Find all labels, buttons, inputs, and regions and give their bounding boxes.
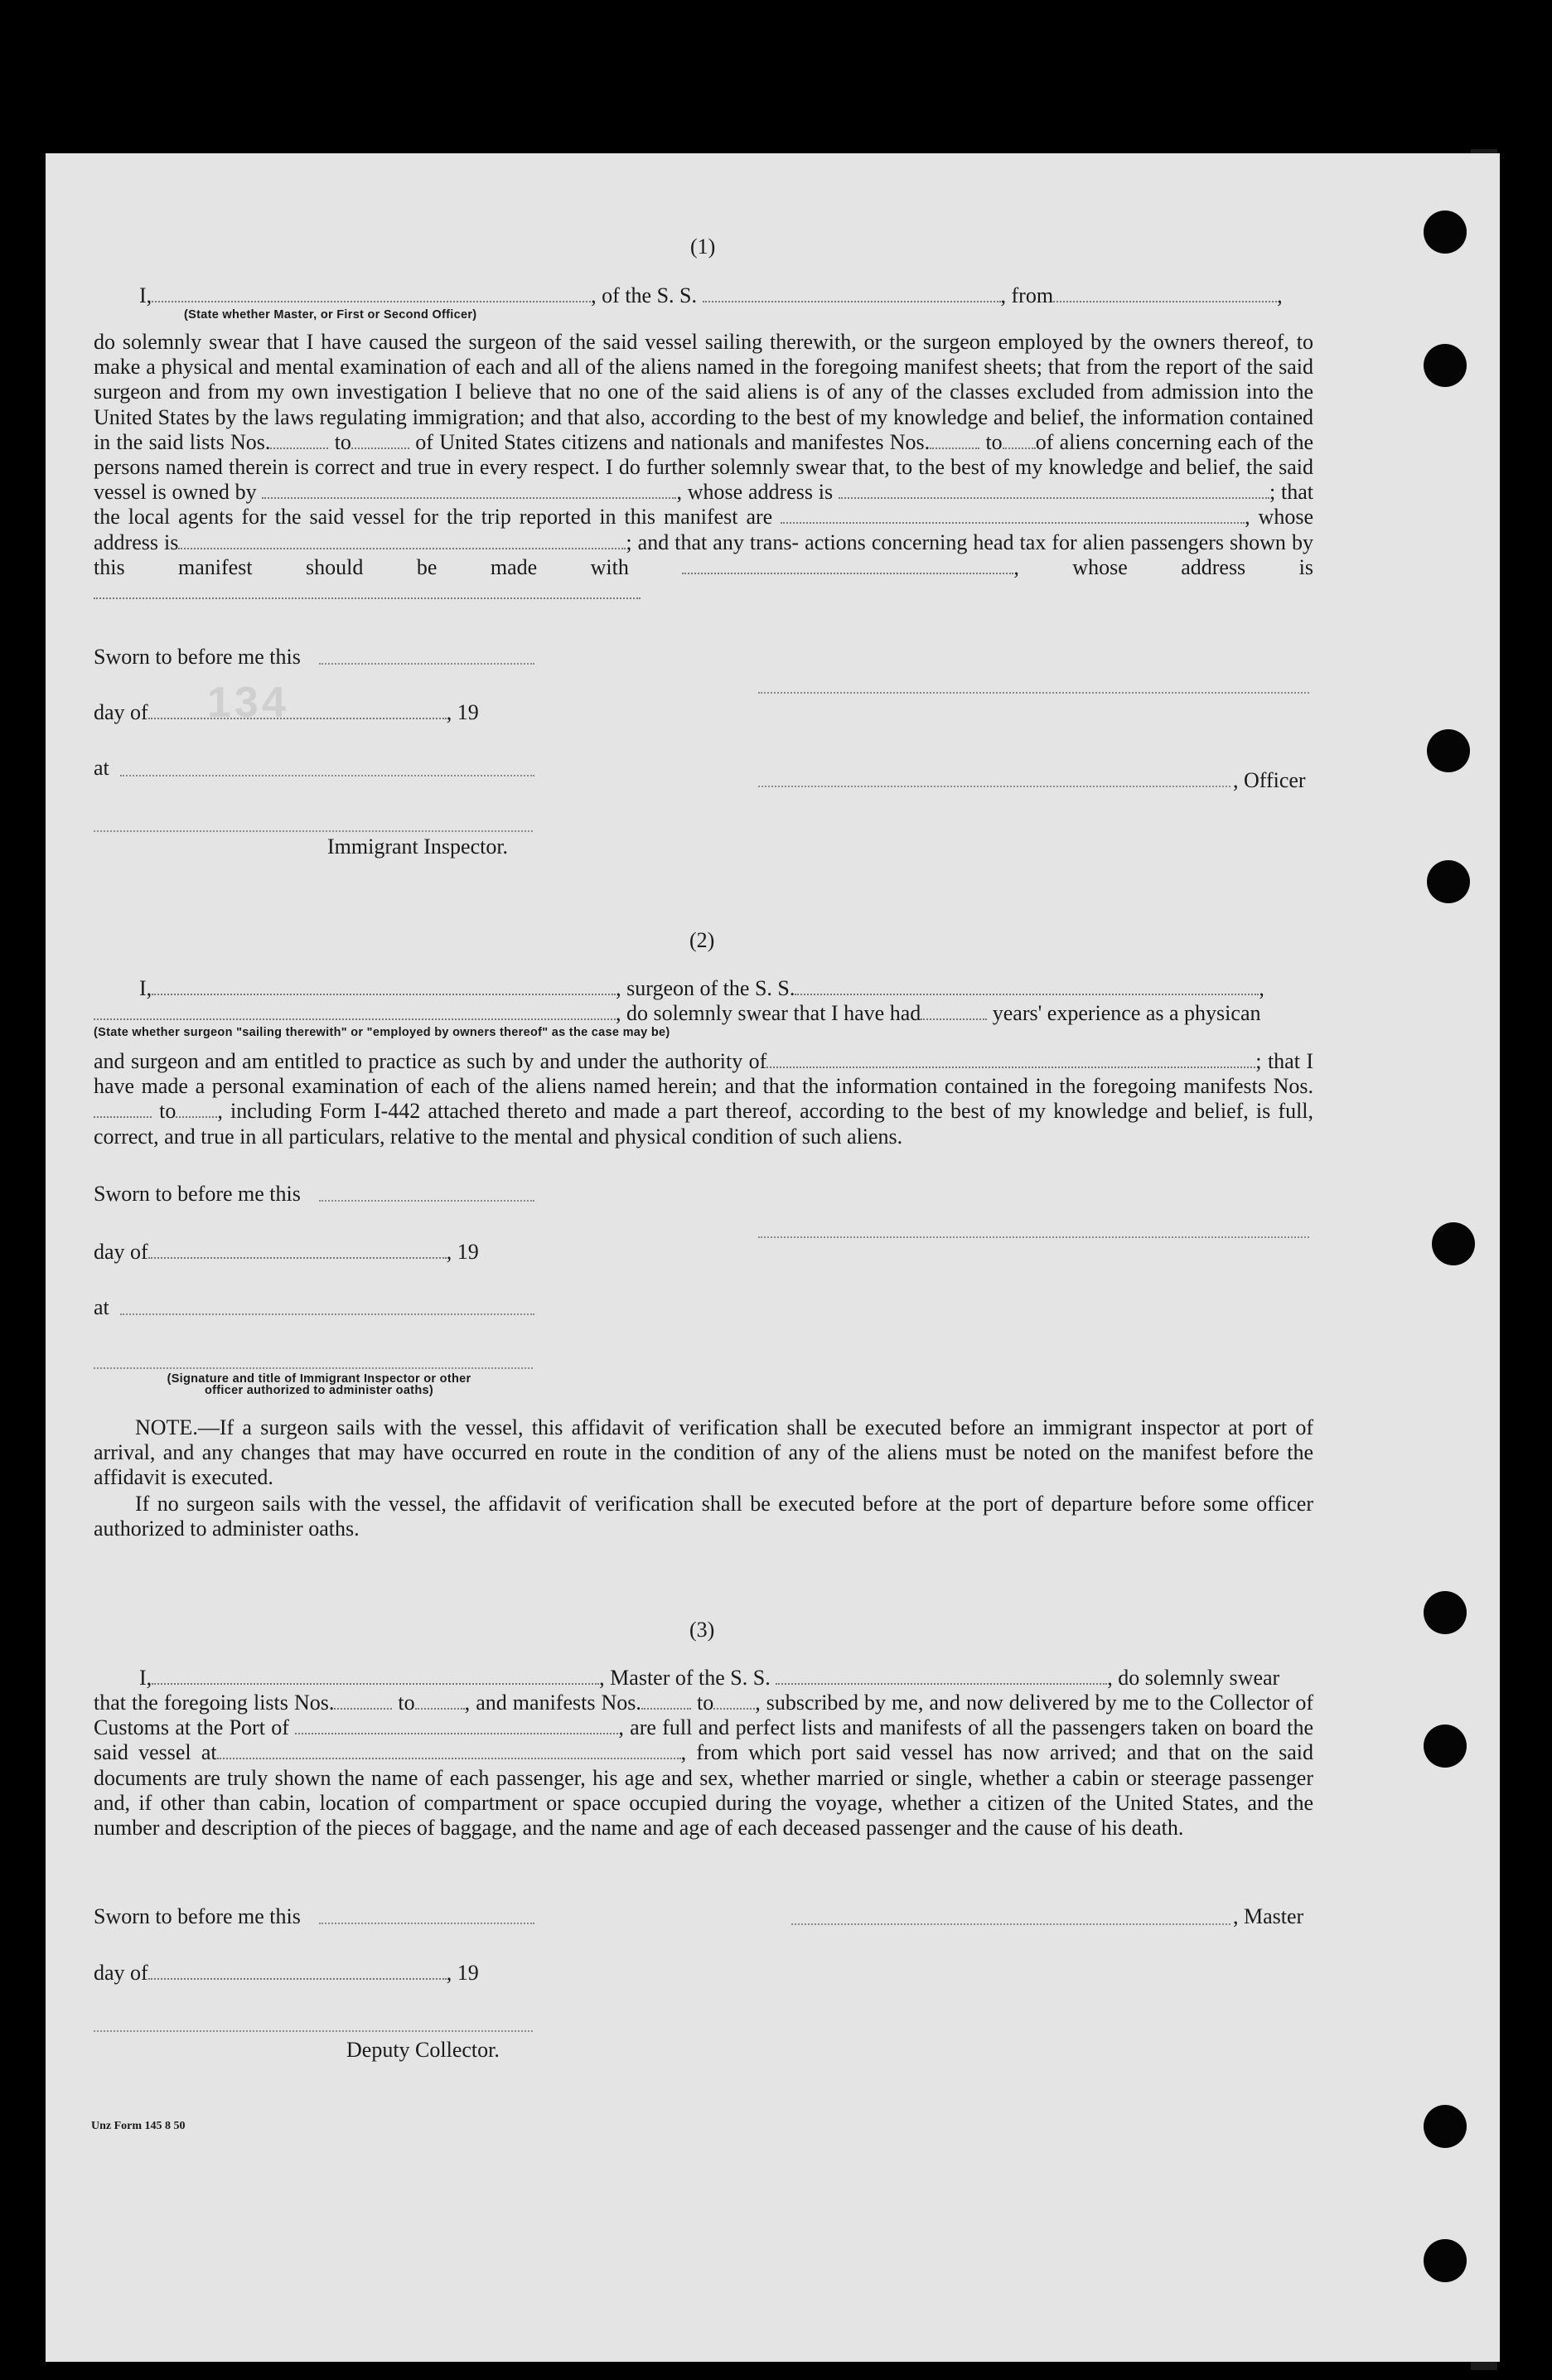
s3-text-d: Collector of Customs at the Port of — [94, 1691, 1314, 1740]
s3-paragraph — [94, 1691, 1313, 1841]
s1-headtax-address-field[interactable] — [94, 581, 641, 599]
s1-name-field[interactable] — [152, 284, 591, 302]
s3-text-c: , subscribed by me, and now delivered by me to the — [755, 1691, 1204, 1715]
s1-paragraph-1: do solemnly swear that I have caused the surgeon of the said vessel sailing therewith, or the surgeon employed by the owners thereof, to make a physical and mental examination of each and all of the aliens named in the foregoing manifest sheets; that from the report of the said surgeon and from my own investigation I believe that no one of the said aliens is of any of the classes excluded from admission into the United States by the laws regulating immigration; and that also, according to the best of my knowledge and belief, the information contained in the said lists Nos. to of United States citizens and nationals and manifestes Nos. to of aliens concerning each of the persons named therein is correct and true in every respect. I do further solemnly swear that, to the best of my knowledge and belief, the said vessel is owned by , whose address is ; that the local agents for the said vessel for the trip reported in this manifest are , whose address is ; and that any trans- actions concerning head tax for alien passengers shown by this manifest should be made with , whose address is — [94, 330, 1313, 605]
s2-manifests-from-field[interactable] — [94, 1100, 152, 1118]
s2-text-b: that I have made a personal examination of each of the aliens named herein; and that the information contained in the foregoing manifests Nos. — [94, 1049, 1313, 1099]
punch-hole — [1424, 2239, 1467, 2282]
s3-master-sig-line[interactable] — [791, 1923, 1230, 1925]
s3-sworn-field[interactable] — [319, 1923, 534, 1924]
s2-sig-note-1: (Signature and title of Immigrant Inspector or other — [167, 1372, 471, 1386]
s1-day-label: day of — [94, 700, 148, 724]
s2-i-label: I, — [139, 976, 152, 1000]
s3-master-label-sig: , Master — [1233, 1904, 1304, 1928]
s3-text-a: that the foregoing lists Nos. — [94, 1691, 335, 1715]
s1-lists-to-field[interactable] — [351, 431, 409, 449]
s2-day-line — [94, 1240, 479, 1265]
s2-note-paragraph-1 — [94, 1415, 1313, 1491]
s1-from-label: , from — [1000, 283, 1054, 307]
s1-oath-line: I, , of the S. S. , from , — [139, 283, 1283, 307]
s1-text-e: ; and that any trans- — [626, 530, 800, 554]
s1-lists-from-field[interactable] — [270, 431, 328, 449]
s1-text-d: ; that the local agents for the said vessel for the trip reported in this manifest are — [94, 480, 1313, 530]
section-1-number: (1) — [690, 235, 716, 259]
punch-hole — [1432, 1222, 1475, 1265]
s2-ship-field[interactable] — [795, 977, 1259, 995]
s2-at-label: at — [94, 1295, 109, 1319]
s1-manifests-from-field[interactable] — [930, 431, 979, 449]
s3-text-h: that on the said documents are truly shown the name of each passenger, his age and sex, whether married or single, whether a cabin or steerage passenger and, if other than cabin, location of compartment or space occupied during the voyage, whether a citizen of the United States, and the number and description of the pieces of baggage, and the name and age of each deceased passenger and the cause of his death. — [94, 1740, 1314, 1841]
s3-day-line — [94, 1961, 479, 1986]
s3-lists-to-field[interactable] — [415, 1691, 465, 1710]
s3-oath-line — [139, 1666, 1279, 1691]
s3-i-label: I, — [139, 1666, 152, 1690]
s2-swear-line — [94, 1001, 1260, 1026]
s1-ship-label: , of the S. S. — [591, 283, 698, 307]
s2-oath-line: I, , surgeon of the S. S. , — [139, 976, 1264, 1000]
s1-owner-address-field[interactable] — [839, 481, 1269, 499]
s1-to-label-2: to — [985, 429, 1003, 454]
s1-agents-address-field[interactable] — [178, 531, 626, 549]
s1-owner-address-label: , whose address is — [676, 480, 834, 505]
s3-swear-label: , do solemnly swear — [1107, 1666, 1280, 1690]
s1-to-label: to — [334, 429, 351, 454]
s2-sworn-field[interactable] — [319, 1200, 534, 1202]
s3-sworn-label: Sworn to before me this — [94, 1904, 301, 1928]
s1-at-field[interactable] — [120, 775, 534, 776]
s1-from-field[interactable] — [1053, 284, 1277, 302]
s2-sworn-label: Sworn to before me this — [94, 1182, 301, 1206]
s1-text-b: of United States citizens and nationals and manifestes Nos. — [415, 429, 931, 454]
s3-manifests-from-field[interactable] — [641, 1691, 691, 1710]
s2-note-paragraph-2 — [94, 1492, 1313, 1541]
s2-signature-line[interactable] — [758, 1236, 1309, 1238]
s1-sworn-label: Sworn to before me this — [94, 645, 301, 669]
s3-ship-field[interactable] — [776, 1666, 1107, 1685]
form-number: Unz Form 145 8 50 — [91, 2120, 186, 2132]
s1-day-line — [94, 700, 479, 725]
faded-stamp-number: 134 — [207, 679, 289, 727]
s1-day-field[interactable] — [148, 701, 447, 719]
s1-text-c: of aliens concerning each of the persons named therein is correct and true in every respect. I do further solemnly swear that, to the best of my knowledge and belief, the said vessel is owned by — [94, 429, 1314, 505]
s2-manifests-to-field[interactable] — [176, 1100, 217, 1118]
s3-collector-line[interactable] — [94, 2030, 533, 2032]
s1-headtax-field[interactable] — [682, 556, 1013, 574]
s2-year-label: , 19 — [446, 1240, 479, 1264]
s3-day-field[interactable] — [148, 1962, 447, 1980]
punch-hole — [1424, 344, 1467, 387]
s1-signature-line[interactable] — [758, 692, 1309, 694]
s2-at-field[interactable] — [120, 1313, 534, 1315]
s2-day-label: day of — [94, 1240, 148, 1264]
section-3-number: (3) — [689, 1618, 715, 1642]
s2-years-label: years' experience as a physican — [992, 1001, 1261, 1025]
s3-text-e: , are full and perfect lists and manifests of all the passengers — [618, 1715, 1146, 1740]
s3-port-field[interactable] — [295, 1716, 618, 1734]
s2-text-a: and surgeon and am entitled to practice as such by and under the authority of — [94, 1049, 767, 1073]
s2-years-field[interactable] — [921, 1002, 987, 1020]
s1-officer-note: (State whether Master, or First or Second Officer) — [184, 308, 477, 322]
punch-hole — [1424, 1725, 1467, 1768]
punch-hole — [1424, 1591, 1467, 1634]
s1-text-a: do solemnly swear that I have caused the surgeon of the said vessel sailing therewith, or the surgeon employed by the owners thereof, to make a physical and mental examination of each and all of the aliens named in the foregoing manifest sheets; that from the report of the said surgeon and from my own investigation I believe that no one of the said aliens is of any of the classes excluded from admission into the United States by the laws regulating immigration; and that also, according to the best of my knowledge and belief, the information contained in the said lists Nos. — [94, 330, 1313, 454]
s3-to-label: to — [398, 1691, 415, 1715]
s2-officer-sig-line[interactable] — [94, 1367, 533, 1369]
s1-text-g: whose address is — [1072, 554, 1313, 579]
s2-capacity-note: (State whether surgeon "sailing therewith" or "employed by owners thereof" as the case may be) — [94, 1026, 670, 1039]
s3-lists-from-field[interactable] — [334, 1691, 392, 1710]
s1-inspector-line[interactable] — [94, 830, 533, 832]
s3-text-f: taken on board the said vessel at — [94, 1715, 1314, 1765]
s3-day-label: day of — [94, 1961, 148, 1985]
s1-officer-label: , Officer — [1233, 768, 1306, 792]
s2-authority-field[interactable] — [766, 1050, 1255, 1068]
punch-hole — [1427, 729, 1470, 772]
s1-at-label: at — [94, 756, 109, 780]
s1-inspector-label: Immigrant Inspector. — [327, 834, 509, 859]
s3-manifests-to-field[interactable] — [713, 1691, 755, 1710]
punch-hole — [1427, 860, 1470, 903]
s1-agents-field[interactable] — [781, 506, 1245, 524]
s3-embark-port-field[interactable] — [217, 1741, 681, 1759]
s2-swear-label: , do solemnly swear that I have had — [616, 1001, 921, 1025]
s2-text-c: , including Form I-442 attached thereto and made a part thereof, according to the best of my knowledge and belief, is full, correct, and true in all particulars, relative to the mental and physical condition of such aliens. — [94, 1099, 1314, 1149]
s2-day-field[interactable] — [148, 1241, 447, 1259]
s3-master-label: , Master of the S. S. — [599, 1666, 771, 1690]
s1-text-f: actions concerning head tax for alien passengers shown by this manifest should be made with — [94, 530, 1313, 579]
punch-hole — [1424, 210, 1467, 254]
s2-name-field[interactable] — [152, 977, 616, 995]
s3-text-b: , and manifests Nos. — [464, 1691, 641, 1715]
s3-to-label-2: to — [696, 1691, 714, 1715]
s2-note-text-2: If no surgeon sails with the vessel, the affidavit of verification shall be executed before at the port of departure before some officer authorized to administer oaths. — [94, 1492, 1313, 1541]
punch-hole — [1424, 2105, 1467, 2148]
s1-agents-address-label: , whose address is — [94, 505, 1313, 554]
s1-year-label: , 19 — [446, 700, 479, 724]
s2-paragraph: and surgeon and am entitled to practice as such by and under the authority of ; that I have made a personal examination of each of the aliens named herein; and that the information contained in the foregoing manifests Nos. to , including Form I-442 attached thereto and made a part thereof, according to the best of my knowledge and belief, is full, correct, and true in all particulars, relative to the mental and physical condition of such aliens. — [94, 1049, 1314, 1149]
s1-officer-line[interactable] — [758, 786, 1230, 787]
s1-ship-field[interactable] — [703, 284, 1001, 302]
s2-note-text-1: NOTE.—If a surgeon sails with the vessel, this affidavit of verification shall be executed before an immigrant inspector at port of arrival, and any changes that may have occurred en route in the condition of any of the aliens must be noted on the manifest before the affidavit is executed. — [94, 1415, 1313, 1490]
s3-year-label: , 19 — [446, 1961, 479, 1985]
s3-collector-label: Deputy Collector. — [346, 2038, 500, 2062]
s1-manifests-to-field[interactable] — [1003, 431, 1036, 449]
s2-surgeon-label: , surgeon of the S. S. — [616, 976, 795, 1000]
s1-sworn-field[interactable] — [319, 663, 534, 665]
s2-capacity-field[interactable] — [94, 1002, 616, 1020]
s2-sig-note-2: officer authorized to administer oaths) — [205, 1384, 433, 1397]
s2-to-label: to — [159, 1099, 176, 1124]
s3-name-field[interactable] — [152, 1666, 599, 1685]
s1-owner-field[interactable] — [262, 481, 676, 499]
section-2-number: (2) — [689, 928, 715, 952]
s1-i-label: I, — [139, 283, 152, 307]
s3-text-g: , from which port said vessel has now arrived; and — [680, 1740, 1158, 1765]
